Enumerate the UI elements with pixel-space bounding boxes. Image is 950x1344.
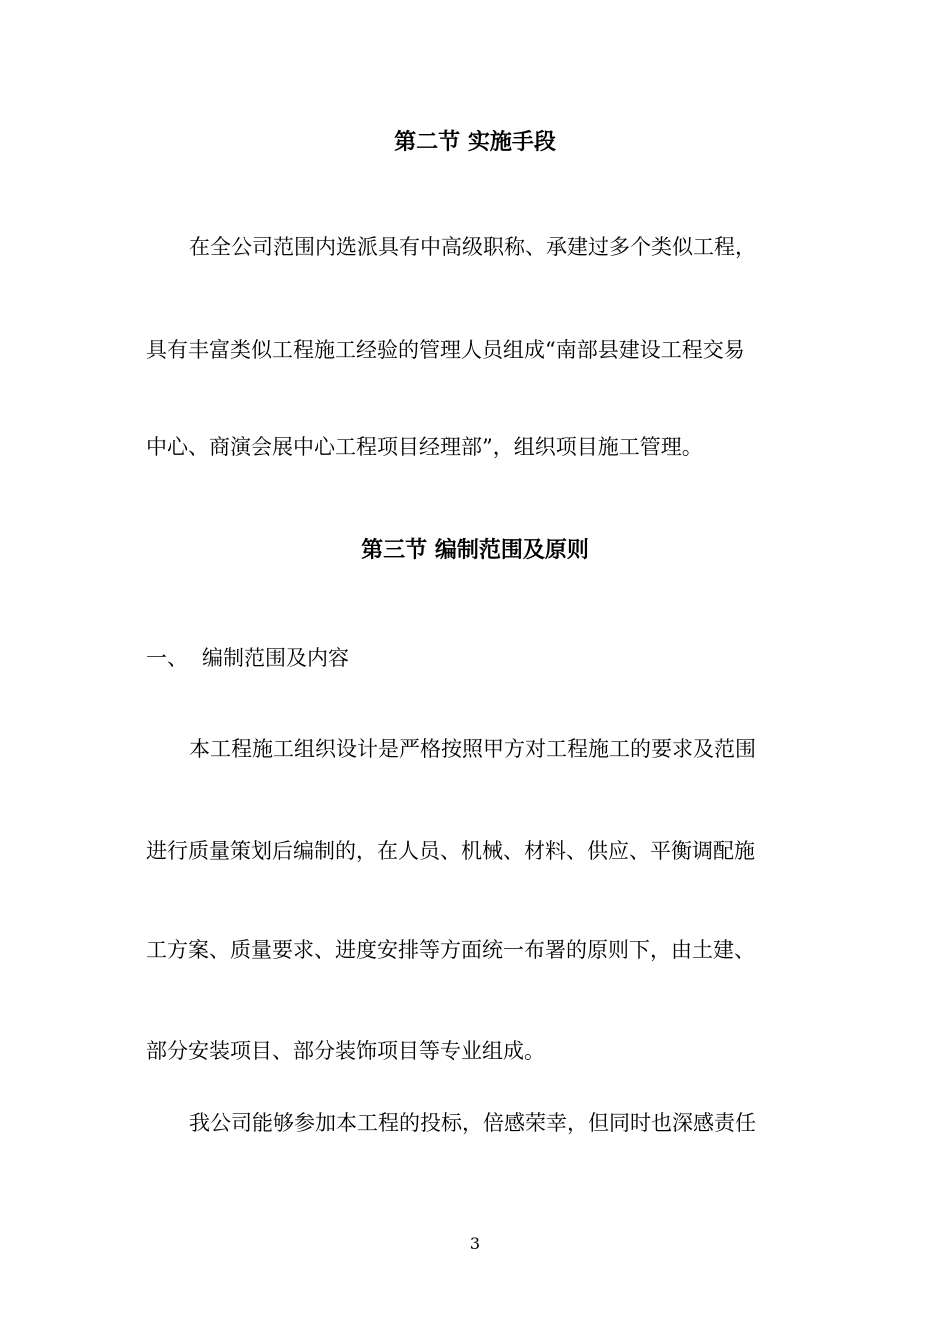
subsection-heading	[146, 643, 349, 673]
section-title-implementation: 第二节 实施手段	[394, 130, 556, 155]
paragraph-line: 具有丰富类似工程施工经验的管理人员组成“南部县建设工程交易	[146, 338, 745, 362]
section-title-scope: 第三节 编制范围及原则	[361, 538, 589, 563]
subsection-title: 编制范围及内容	[202, 646, 349, 670]
paragraph-line: 在全公司范围内选派具有中高级职称、承建过多个类似工程，	[189, 235, 756, 259]
paragraph-line: 进行质量策划后编制的，在人员、机械、材料、供应、平衡调配施	[146, 839, 755, 863]
page-number: 3	[469, 1234, 481, 1253]
subsection-number: 一、	[146, 646, 188, 670]
paragraph-line: 中心、商演会展中心工程项目经理部”，组织项目施工管理。	[146, 435, 703, 459]
paragraph-line: 我公司能够参加本工程的投标，倍感荣幸，但同时也深感责任	[189, 1111, 756, 1135]
paragraph-line: 工方案、质量要求、进度安排等方面统一布署的原则下，由土建、	[146, 938, 755, 962]
paragraph-line: 部分安装项目、部分装饰项目等专业组成。	[146, 1039, 545, 1063]
paragraph-line: 本工程施工组织设计是严格按照甲方对工程施工的要求及范围	[189, 737, 756, 761]
